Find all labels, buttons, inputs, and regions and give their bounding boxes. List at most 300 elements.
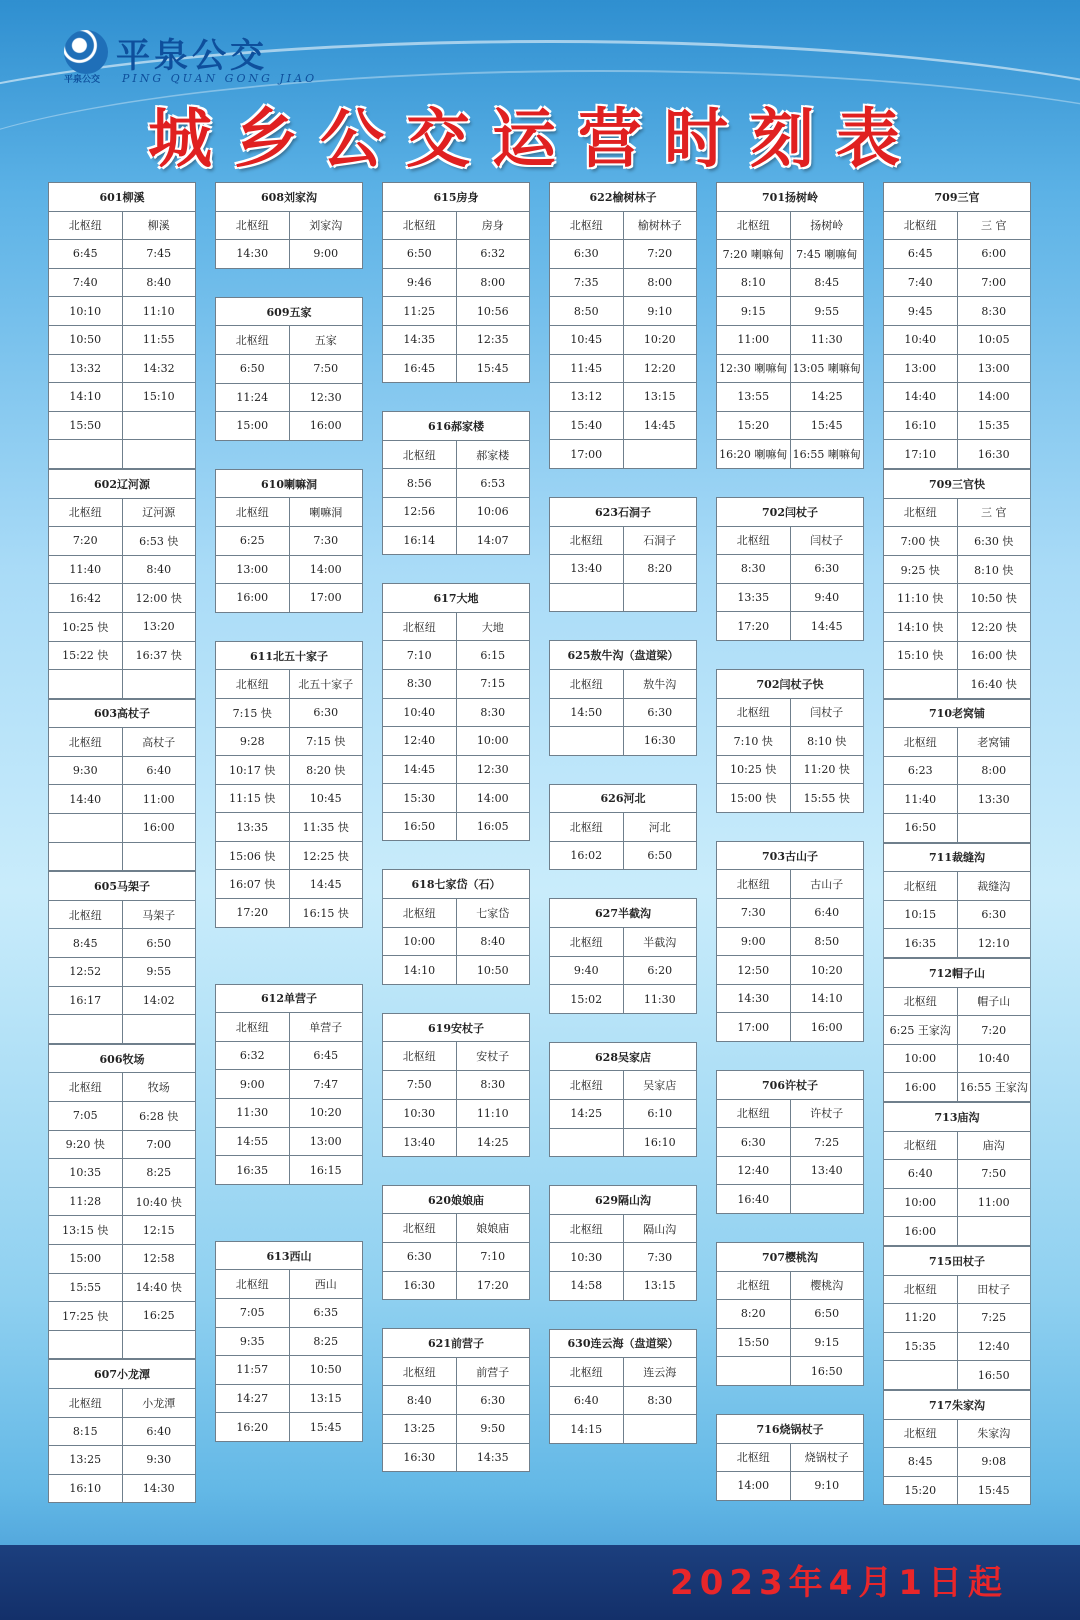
table-row xyxy=(717,1357,864,1386)
departure-time: 6:25 xyxy=(216,526,290,555)
departure-time: 16:40 xyxy=(717,1185,791,1214)
table-row xyxy=(884,641,1031,670)
route-name: 610喇嘛洞 xyxy=(216,469,363,498)
table-row xyxy=(383,1243,530,1272)
departure-time: 12:40 xyxy=(957,1332,1031,1361)
departure-time: 14:50 xyxy=(550,698,624,727)
spacer xyxy=(716,1386,864,1414)
column-header: 帽子山 xyxy=(957,987,1031,1016)
departure-time: 6:45 xyxy=(884,240,958,269)
column-header: 庙沟 xyxy=(957,1131,1031,1160)
route-table xyxy=(883,843,1031,958)
departure-time: 10:40 xyxy=(957,1044,1031,1073)
departure-time: 8:30 xyxy=(717,555,791,584)
departure-time: 15:22 快 xyxy=(49,641,123,670)
table-row xyxy=(216,1156,363,1185)
departure-time: 15:55 快 xyxy=(790,784,864,813)
table-row xyxy=(49,814,196,843)
departure-time: 15:02 xyxy=(550,985,624,1014)
departure-time: 16:07 快 xyxy=(216,870,290,899)
column-header: 北枢纽 xyxy=(884,728,958,757)
table-row xyxy=(49,440,196,469)
route-name: 702闫杖子 xyxy=(717,497,864,526)
departure-time: 10:45 xyxy=(289,784,363,813)
column-header: 北枢纽 xyxy=(49,498,123,527)
column-header: 北枢纽 xyxy=(884,1419,958,1448)
departure-time: 12:52 xyxy=(49,958,123,987)
departure-time: 11:00 xyxy=(957,1188,1031,1217)
departure-time: 6:32 xyxy=(216,1041,290,1070)
departure-time: 7:30 xyxy=(717,899,791,928)
departure-time: 6:15 xyxy=(456,641,530,670)
route-name: 623石洞子 xyxy=(550,497,697,526)
departure-time xyxy=(49,670,123,699)
table-row xyxy=(383,297,530,326)
table-row xyxy=(550,727,697,756)
route-name: 712帽子山 xyxy=(884,959,1031,988)
departure-time: 8:30 xyxy=(456,698,530,727)
departure-time: 9:00 xyxy=(717,927,791,956)
column-header: 北枢纽 xyxy=(216,326,290,355)
table-row xyxy=(717,612,864,641)
departure-time xyxy=(623,1415,697,1444)
table-row xyxy=(49,527,196,556)
table-row xyxy=(383,1386,530,1415)
departure-time xyxy=(122,842,196,871)
departure-time: 12:40 xyxy=(383,727,457,756)
departure-time: 13:00 xyxy=(884,354,958,383)
route-table xyxy=(716,841,864,1042)
departure-time: 15:00 xyxy=(49,1244,123,1273)
departure-time: 7:05 xyxy=(216,1299,290,1328)
route-name: 611北五十家子 xyxy=(216,641,363,670)
table-row xyxy=(49,958,196,987)
departure-time: 12:56 xyxy=(383,497,457,526)
departure-time: 15:45 xyxy=(456,354,530,383)
column-header: 高杖子 xyxy=(122,728,196,757)
column-header: 北枢纽 xyxy=(550,1214,624,1243)
table-row xyxy=(216,1356,363,1385)
table-row xyxy=(49,268,196,297)
departure-time: 9:55 xyxy=(790,297,864,326)
table-row xyxy=(717,555,864,584)
column-header: 北枢纽 xyxy=(216,211,290,240)
departure-time: 14:27 xyxy=(216,1384,290,1413)
departure-time: 11:30 xyxy=(216,1099,290,1128)
route-name: 605马架子 xyxy=(49,872,196,901)
departure-time: 13:12 xyxy=(550,383,624,412)
departure-time: 7:50 xyxy=(957,1160,1031,1189)
departure-time: 15:40 xyxy=(550,411,624,440)
departure-time: 12:40 xyxy=(717,1156,791,1185)
departure-time: 10:30 xyxy=(383,1099,457,1128)
departure-time: 14:25 xyxy=(456,1128,530,1157)
departure-time: 16:00 xyxy=(216,584,290,613)
table-row xyxy=(383,927,530,956)
column-header: 北枢纽 xyxy=(550,1358,624,1387)
route-table xyxy=(549,1042,697,1157)
departure-time: 10:15 xyxy=(884,900,958,929)
departure-time: 10:00 xyxy=(456,727,530,756)
departure-time: 9:10 xyxy=(790,1472,864,1501)
departure-time: 16:50 xyxy=(884,814,958,843)
departure-time: 6:50 xyxy=(383,240,457,269)
departure-time: 14:10 xyxy=(790,984,864,1013)
route-column xyxy=(549,182,697,1444)
departure-time: 16:10 xyxy=(623,1128,697,1157)
route-table xyxy=(48,1044,196,1360)
table-row xyxy=(49,1015,196,1044)
departure-time: 16:35 xyxy=(216,1156,290,1185)
route-column xyxy=(883,182,1031,1505)
departure-time: 10:50 xyxy=(289,1356,363,1385)
column-header: 北五十家子 xyxy=(289,670,363,699)
departure-time: 11:57 xyxy=(216,1356,290,1385)
departure-time: 13:15 快 xyxy=(49,1216,123,1245)
table-row xyxy=(49,1187,196,1216)
departure-time: 11:20 xyxy=(884,1304,958,1333)
route-name: 709三官 xyxy=(884,183,1031,212)
table-row xyxy=(49,1130,196,1159)
table-row xyxy=(49,1446,196,1475)
column-header: 北枢纽 xyxy=(49,211,123,240)
departure-time: 16:14 xyxy=(383,526,457,555)
column-header: 北枢纽 xyxy=(550,813,624,842)
table-row xyxy=(550,325,697,354)
departure-time: 7:15 快 xyxy=(289,727,363,756)
departure-time: 7:47 xyxy=(289,1070,363,1099)
table-row xyxy=(550,841,697,870)
column-header: 三 官 xyxy=(957,211,1031,240)
table-row xyxy=(383,727,530,756)
table-row xyxy=(216,1327,363,1356)
table-row xyxy=(49,354,196,383)
departure-time: 8:10 快 xyxy=(790,727,864,756)
departure-time: 10:00 xyxy=(884,1188,958,1217)
table-row xyxy=(717,984,864,1013)
route-table xyxy=(883,1390,1031,1505)
departure-time: 11:24 xyxy=(216,383,290,412)
column-header: 北枢纽 xyxy=(717,1271,791,1300)
departure-time: 8:00 xyxy=(456,268,530,297)
route-table xyxy=(716,1414,864,1501)
departure-time: 15:55 xyxy=(49,1273,123,1302)
route-name: 706许杖子 xyxy=(717,1071,864,1100)
table-row xyxy=(216,1070,363,1099)
departure-time: 15:06 快 xyxy=(216,841,290,870)
departure-time xyxy=(717,1357,791,1386)
route-name: 618七家岱（石） xyxy=(383,870,530,899)
departure-time: 16:35 xyxy=(884,929,958,958)
departure-time: 9:40 xyxy=(550,956,624,985)
departure-time xyxy=(122,1330,196,1359)
departure-time: 6:30 xyxy=(790,555,864,584)
departure-time: 11:10 快 xyxy=(884,584,958,613)
departure-time: 13:35 xyxy=(717,583,791,612)
departure-time: 6:32 xyxy=(456,240,530,269)
table-row xyxy=(884,325,1031,354)
table-row xyxy=(884,527,1031,556)
route-column xyxy=(382,182,530,1472)
departure-time: 11:25 xyxy=(383,297,457,326)
route-table xyxy=(883,699,1031,843)
departure-time: 10:05 xyxy=(957,325,1031,354)
column-header: 北枢纽 xyxy=(550,526,624,555)
spacer xyxy=(549,1014,697,1042)
route-name: 601柳溪 xyxy=(49,183,196,212)
table-row xyxy=(884,670,1031,699)
column-header: 扬树岭 xyxy=(790,211,864,240)
route-column xyxy=(716,182,864,1501)
departure-time: 16:17 xyxy=(49,986,123,1015)
table-row xyxy=(884,1361,1031,1390)
column-header: 北枢纽 xyxy=(550,1071,624,1100)
column-header: 闫杖子 xyxy=(790,698,864,727)
route-table xyxy=(382,1013,530,1157)
table-row xyxy=(383,698,530,727)
table-row xyxy=(884,268,1031,297)
table-row xyxy=(884,785,1031,814)
departure-time: 16:42 xyxy=(49,584,123,613)
route-table xyxy=(215,1241,363,1442)
table-row xyxy=(884,612,1031,641)
route-name: 628吴家店 xyxy=(550,1042,697,1071)
departure-time: 16:55 王家沟 xyxy=(957,1073,1031,1102)
table-row xyxy=(550,1386,697,1415)
spacer xyxy=(215,613,363,641)
departure-time: 6:40 xyxy=(790,899,864,928)
route-name: 702闫杖子快 xyxy=(717,669,864,698)
departure-time: 8:10 xyxy=(717,268,791,297)
route-table xyxy=(48,1359,196,1503)
spacer xyxy=(382,383,530,411)
departure-time: 6:40 xyxy=(122,1417,196,1446)
table-row xyxy=(884,1073,1031,1102)
departure-time: 9:30 xyxy=(49,756,123,785)
column-header: 古山子 xyxy=(790,870,864,899)
column-header: 石洞子 xyxy=(623,526,697,555)
route-table xyxy=(883,182,1031,469)
table-row xyxy=(550,354,697,383)
table-row xyxy=(717,1156,864,1185)
departure-time: 14:00 xyxy=(456,784,530,813)
departure-time: 7:40 xyxy=(49,268,123,297)
route-table xyxy=(716,182,864,469)
departure-time: 14:10 xyxy=(49,383,123,412)
table-row xyxy=(383,469,530,498)
route-name: 715田杖子 xyxy=(884,1246,1031,1275)
table-row xyxy=(717,325,864,354)
column-header: 五家 xyxy=(289,326,363,355)
departure-time: 14:00 xyxy=(957,383,1031,412)
departure-time: 6:30 xyxy=(957,900,1031,929)
column-header: 北枢纽 xyxy=(717,526,791,555)
departure-time: 7:30 xyxy=(623,1243,697,1272)
departure-time: 6:40 xyxy=(122,756,196,785)
departure-time: 17:20 xyxy=(456,1271,530,1300)
departure-time: 10:20 xyxy=(289,1099,363,1128)
table-row xyxy=(49,641,196,670)
table-row xyxy=(383,641,530,670)
departure-time: 8:50 xyxy=(790,927,864,956)
table-row xyxy=(717,1328,864,1357)
column-header: 北枢纽 xyxy=(717,698,791,727)
spacer xyxy=(215,269,363,297)
table-row xyxy=(216,412,363,441)
table-row xyxy=(717,899,864,928)
departure-time: 16:00 快 xyxy=(957,641,1031,670)
table-row xyxy=(717,784,864,813)
table-row xyxy=(550,985,697,1014)
departure-time: 7:25 xyxy=(957,1304,1031,1333)
column-header: 牧场 xyxy=(122,1073,196,1102)
table-row xyxy=(884,1016,1031,1045)
column-header: 田杖子 xyxy=(957,1275,1031,1304)
table-row xyxy=(383,812,530,841)
departure-time: 8:30 xyxy=(623,1386,697,1415)
table-row xyxy=(884,1160,1031,1189)
departure-time: 16:30 xyxy=(383,1443,457,1472)
departure-time xyxy=(49,842,123,871)
table-row xyxy=(717,440,864,469)
departure-time: 7:30 xyxy=(289,526,363,555)
departure-time: 12:15 xyxy=(122,1216,196,1245)
departure-time: 12:00 快 xyxy=(122,584,196,613)
departure-time: 16:50 xyxy=(790,1357,864,1386)
table-row xyxy=(550,240,697,269)
route-name: 619安杖子 xyxy=(383,1013,530,1042)
route-table xyxy=(382,583,530,841)
table-row xyxy=(49,1474,196,1503)
route-table xyxy=(215,297,363,441)
departure-time: 11:30 xyxy=(623,985,697,1014)
table-row xyxy=(216,1099,363,1128)
departure-time: 10:25 快 xyxy=(49,612,123,641)
departure-time: 7:15 xyxy=(456,669,530,698)
departure-time: 6:50 xyxy=(790,1300,864,1329)
table-row xyxy=(884,1332,1031,1361)
table-row xyxy=(884,411,1031,440)
departure-time: 6:23 xyxy=(884,756,958,785)
departure-time: 7:15 快 xyxy=(216,698,290,727)
route-name: 616郝家楼 xyxy=(383,412,530,441)
route-table xyxy=(883,1246,1031,1390)
table-row xyxy=(550,383,697,412)
departure-time: 13:00 xyxy=(289,1127,363,1156)
departure-time: 6:53 快 xyxy=(122,527,196,556)
table-row xyxy=(49,612,196,641)
footer-bar xyxy=(0,1545,1080,1620)
spacer xyxy=(716,469,864,497)
departure-time: 11:40 xyxy=(884,785,958,814)
table-row xyxy=(717,383,864,412)
table-row xyxy=(49,1244,196,1273)
departure-time: 14:07 xyxy=(456,526,530,555)
departure-time: 16:30 xyxy=(957,440,1031,469)
departure-time: 15:00 快 xyxy=(717,784,791,813)
departure-time: 10:06 xyxy=(456,497,530,526)
departure-time: 14:55 xyxy=(216,1127,290,1156)
departure-time: 13:40 xyxy=(383,1128,457,1157)
departure-time: 15:00 xyxy=(216,412,290,441)
route-table xyxy=(549,640,697,755)
table-row xyxy=(550,583,697,612)
departure-time: 8:40 xyxy=(122,555,196,584)
route-table xyxy=(48,182,196,469)
departure-time xyxy=(623,440,697,469)
column-header: 北枢纽 xyxy=(884,872,958,901)
route-name: 629隔山沟 xyxy=(550,1186,697,1215)
departure-time: 14:40 xyxy=(49,785,123,814)
departure-time: 8:56 xyxy=(383,469,457,498)
departure-time: 9:35 xyxy=(216,1327,290,1356)
table-row xyxy=(49,1302,196,1331)
table-row xyxy=(550,1272,697,1301)
departure-time: 14:10 快 xyxy=(884,612,958,641)
departure-time: 12:25 快 xyxy=(289,841,363,870)
route-name: 622榆树林子 xyxy=(550,183,697,212)
table-row xyxy=(216,1041,363,1070)
departure-time: 9:15 xyxy=(790,1328,864,1357)
table-row xyxy=(383,956,530,985)
departure-time: 15:30 xyxy=(383,784,457,813)
route-name: 717朱家沟 xyxy=(884,1390,1031,1419)
table-row xyxy=(884,440,1031,469)
column-header: 北枢纽 xyxy=(383,1214,457,1243)
route-name: 713庙沟 xyxy=(884,1103,1031,1132)
departure-time: 14:45 xyxy=(383,755,457,784)
table-row xyxy=(49,1159,196,1188)
column-header: 樱桃沟 xyxy=(790,1271,864,1300)
departure-time: 15:20 xyxy=(717,411,791,440)
table-row xyxy=(884,354,1031,383)
departure-time: 6:45 xyxy=(289,1041,363,1070)
table-row xyxy=(884,1448,1031,1477)
table-row xyxy=(216,240,363,269)
departure-time: 6:35 xyxy=(289,1299,363,1328)
column-header: 北枢纽 xyxy=(884,1275,958,1304)
departure-time: 10:10 xyxy=(49,297,123,326)
route-table xyxy=(883,1102,1031,1246)
table-row xyxy=(49,297,196,326)
table-row xyxy=(717,354,864,383)
table-row xyxy=(383,1128,530,1157)
table-row xyxy=(383,497,530,526)
departure-time: 16:30 xyxy=(383,1271,457,1300)
departure-time: 10:20 xyxy=(623,325,697,354)
departure-time: 9:30 xyxy=(122,1446,196,1475)
departure-time: 10:40 xyxy=(383,698,457,727)
table-row xyxy=(216,526,363,555)
departure-time: 11:10 xyxy=(122,297,196,326)
table-row xyxy=(216,354,363,383)
route-name: 716烧锅杖子 xyxy=(717,1414,864,1443)
spacer xyxy=(549,870,697,898)
table-row xyxy=(383,268,530,297)
route-table xyxy=(48,871,196,1044)
departure-time: 8:50 xyxy=(550,297,624,326)
route-name: 625敖牛沟（盘道梁） xyxy=(550,641,697,670)
departure-time: 8:20 xyxy=(717,1300,791,1329)
route-table xyxy=(549,182,697,469)
table-row xyxy=(550,1100,697,1129)
departure-time: 10:35 xyxy=(49,1159,123,1188)
table-row xyxy=(550,956,697,985)
route-name: 617大地 xyxy=(383,584,530,613)
departure-time: 8:40 xyxy=(383,1386,457,1415)
departure-time: 10:17 快 xyxy=(216,756,290,785)
departure-time: 7:20 xyxy=(49,527,123,556)
